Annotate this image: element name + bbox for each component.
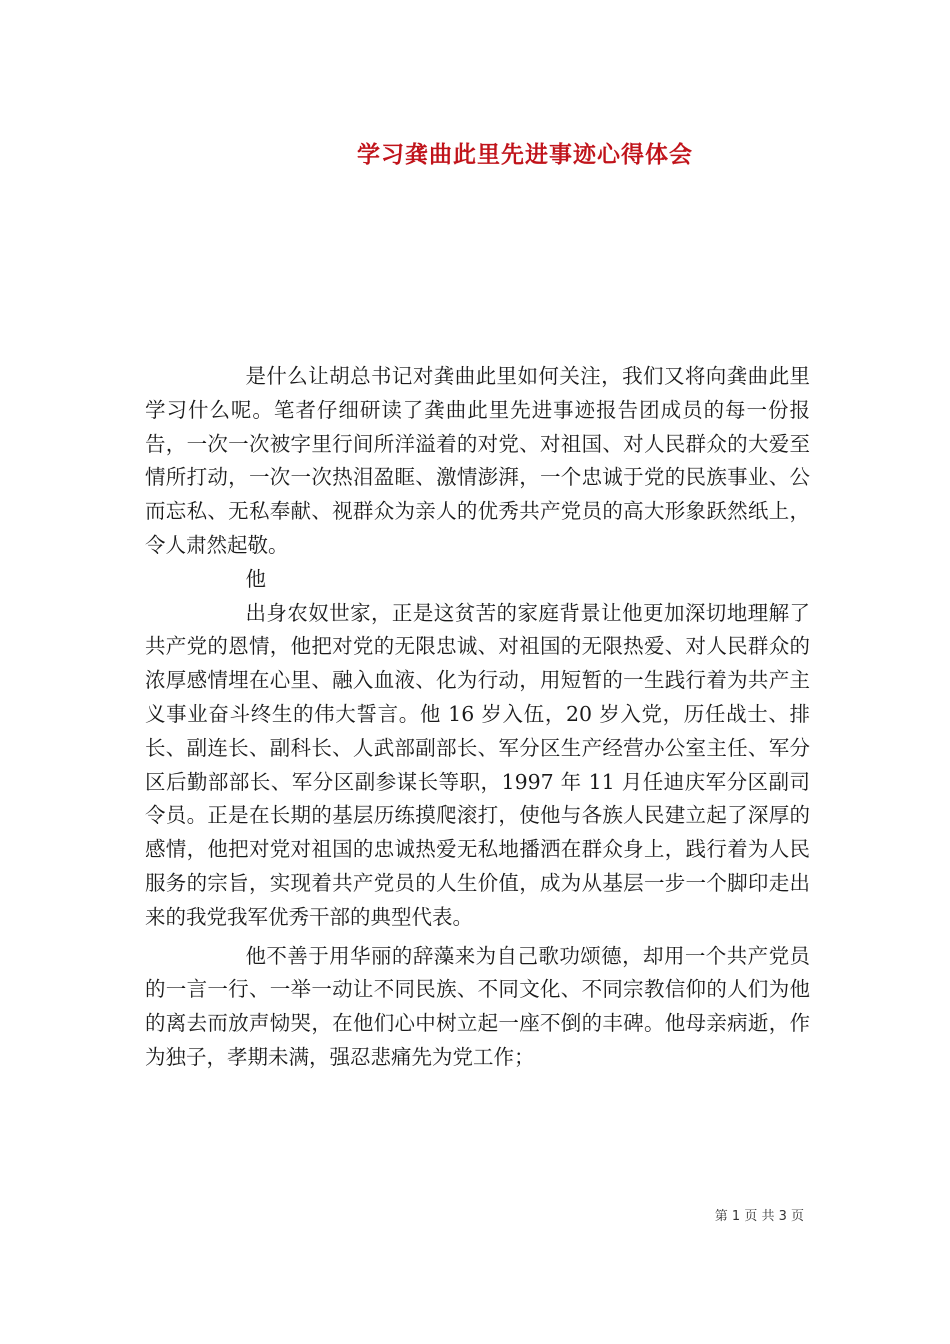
document-title: 学习龚曲此里先进事迹心得体会 (357, 141, 693, 168)
paragraph: 是什么让胡总书记对龚曲此里如何关注，我们又将向龚曲此里学习什么呢。笔者仔细研读了龚曲此里先进事迹报告团成员的每一份报告，一次一次被字里行间所洋溢着的对党、对祖国、对人民群众的大爱至情所打动，一次一次热泪盈眶、激情澎湃，一个忠诚于党的民族事业、公而忘私、无私奉献、视群众为亲人的优秀共产党员的高大形象跃然纸上，令人肃然起敬。 (145, 364, 810, 557)
paragraph: 出身农奴世家，正是这贫苦的家庭背景让他更加深切地理解了共产党的恩情，他把对党的无限忠诚、对祖国的无限热爱、对人民群众的浓厚感情埋在心里、融入血液、化为行动，用短暂的一生践行着为共产主义事业奋斗终生的伟大誓言。他 16 岁入伍，20 岁入党，历任战士、排长、副连长、副科长、人武部副部长、军分区生产经营办公室主任、军分区后勤部部长、军分区副参谋长等职，1997 年 11 月任迪庆军分区副司令员。正是在长期的基层历练摸爬滚打，使他与各族人民建立起了深厚的感情，他把对党对祖国的忠诚热爱无私地播洒在群众身上，践行着为人民服务的宗旨，实现着共产党员的人生价值，成为从基层一步一个脚印走出来的我党我军优秀干部的典型代表。 (145, 600, 810, 929)
paragraph: 他 (245, 566, 266, 591)
document-body (145, 360, 810, 1075)
paragraph: 他不善于用华丽的辞藻来为自己歌功颂德，却用一个共产党员的一言一行、一举一动让不同民族、不同文化、不同宗教信仰的人们为他的离去而放声恸哭，在他们心中树立起一座不倒的丰碑。他母亲病逝，作为独子，孝期未满，强忍悲痛先为党工作； (145, 943, 810, 1069)
page-number: 第 1 页 共 3 页 (714, 1209, 804, 1224)
